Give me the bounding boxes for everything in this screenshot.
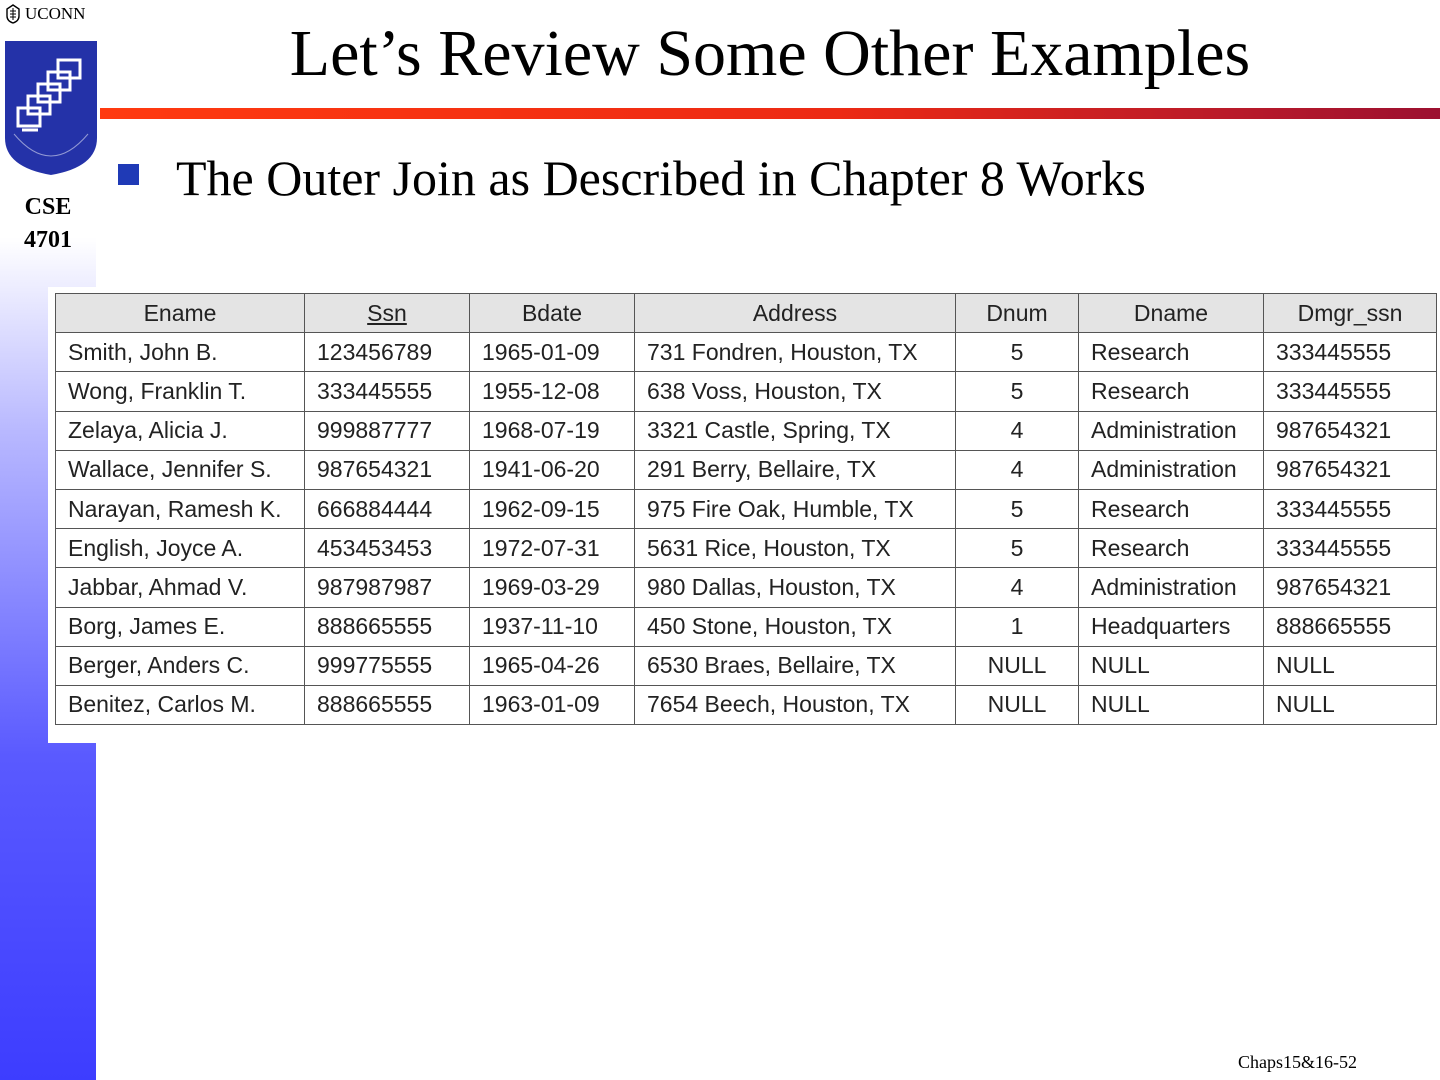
column-header-dname: Dname [1079, 294, 1264, 333]
cell-bdate: 1937-11-10 [470, 607, 635, 646]
cell-address: 6530 Braes, Bellaire, TX [635, 646, 956, 685]
cell-dname: Administration [1079, 450, 1264, 489]
cell-ename: Wong, Franklin T. [56, 372, 305, 411]
cell-dnum: 4 [956, 411, 1079, 450]
cell-ssn: 333445555 [305, 372, 470, 411]
cell-bdate: 1965-04-26 [470, 646, 635, 685]
uconn-seal-icon [4, 4, 22, 24]
cell-ename: Borg, James E. [56, 607, 305, 646]
cell-ssn: 999887777 [305, 411, 470, 450]
table-header-row [56, 294, 1437, 333]
cell-dnum: 1 [956, 607, 1079, 646]
cell-dmgr-ssn: 333445555 [1264, 529, 1437, 568]
cell-ename: English, Joyce A. [56, 529, 305, 568]
title-divider [100, 108, 1440, 119]
course-code-line: CSE [24, 194, 72, 220]
table-row [56, 372, 1437, 411]
cell-dmgr-ssn: NULL [1264, 646, 1437, 685]
cell-dmgr-ssn: 888665555 [1264, 607, 1437, 646]
table-row [56, 411, 1437, 450]
cell-ename: Jabbar, Ahmad V. [56, 568, 305, 607]
cell-ssn: 123456789 [305, 333, 470, 372]
cell-dmgr-ssn: 987654321 [1264, 411, 1437, 450]
slide-title: Let’s Review Some Other Examples [289, 17, 1251, 90]
cell-dname: Research [1079, 333, 1264, 372]
cell-address: 7654 Beech, Houston, TX [635, 685, 956, 724]
cell-ename: Wallace, Jennifer S. [56, 450, 305, 489]
course-code [0, 191, 96, 257]
cell-bdate: 1965-01-09 [470, 333, 635, 372]
cell-ename: Berger, Anders C. [56, 646, 305, 685]
uconn-brand [4, 4, 85, 24]
cell-address: 980 Dallas, Houston, TX [635, 568, 956, 607]
cell-dname: Research [1079, 489, 1264, 528]
ssn-key-label: Ssn [367, 299, 407, 326]
cell-bdate: 1941-06-20 [470, 450, 635, 489]
cell-dmgr-ssn: 333445555 [1264, 333, 1437, 372]
cell-dnum: NULL [956, 646, 1079, 685]
cell-dname: NULL [1079, 685, 1264, 724]
course-number-line: 4701 [24, 227, 72, 253]
cell-bdate: 1963-01-09 [470, 685, 635, 724]
cell-dname: Administration [1079, 411, 1264, 450]
bullet-item [118, 146, 1146, 210]
cell-bdate: 1969-03-29 [470, 568, 635, 607]
cell-dnum: 4 [956, 568, 1079, 607]
cell-dname: Administration [1079, 568, 1264, 607]
cell-dnum: 5 [956, 372, 1079, 411]
uconn-label: UCONN [25, 4, 86, 23]
table-row [56, 529, 1437, 568]
cse-department-logo-icon [2, 38, 100, 178]
cell-ename: Zelaya, Alicia J. [56, 411, 305, 450]
cell-dnum: 5 [956, 489, 1079, 528]
cell-ssn: 999775555 [305, 646, 470, 685]
cell-address: 3321 Castle, Spring, TX [635, 411, 956, 450]
table-image [48, 287, 1440, 743]
cell-dmgr-ssn: NULL [1264, 685, 1437, 724]
cell-dnum: NULL [956, 685, 1079, 724]
table-row [56, 607, 1437, 646]
column-header-ssn [305, 294, 470, 333]
bullet-text: The Outer Join as Described in Chapter 8 Works [176, 150, 1146, 206]
cell-bdate: 1962-09-15 [470, 489, 635, 528]
cell-ename: Benitez, Carlos M. [56, 685, 305, 724]
cell-dname: Research [1079, 529, 1264, 568]
column-header-address: Address [635, 294, 956, 333]
cell-dnum: 5 [956, 529, 1079, 568]
cell-ssn: 987654321 [305, 450, 470, 489]
cell-bdate: 1972-07-31 [470, 529, 635, 568]
cell-dnum: 5 [956, 333, 1079, 372]
cell-ssn: 453453453 [305, 529, 470, 568]
cell-ssn: 666884444 [305, 489, 470, 528]
cell-address: 975 Fire Oak, Humble, TX [635, 489, 956, 528]
cell-dname: NULL [1079, 646, 1264, 685]
table-body [56, 333, 1437, 725]
cell-dmgr-ssn: 333445555 [1264, 372, 1437, 411]
cell-bdate: 1968-07-19 [470, 411, 635, 450]
cell-dnum: 4 [956, 450, 1079, 489]
column-header-dmgr-ssn: Dmgr_ssn [1264, 294, 1437, 333]
employee-department-table [55, 293, 1437, 725]
cell-dmgr-ssn: 333445555 [1264, 489, 1437, 528]
cell-ssn: 987987987 [305, 568, 470, 607]
slide-number: Chaps15&16-52 [1238, 1052, 1357, 1072]
cell-ssn: 888665555 [305, 685, 470, 724]
cell-address: 450 Stone, Houston, TX [635, 607, 956, 646]
table-row [56, 450, 1437, 489]
cell-bdate: 1955-12-08 [470, 372, 635, 411]
column-header-bdate: Bdate [470, 294, 635, 333]
cell-ssn: 888665555 [305, 607, 470, 646]
cell-ename: Narayan, Ramesh K. [56, 489, 305, 528]
cell-dname: Headquarters [1079, 607, 1264, 646]
cell-address: 731 Fondren, Houston, TX [635, 333, 956, 372]
column-header-dnum: Dnum [956, 294, 1079, 333]
table-row [56, 646, 1437, 685]
table-row [56, 489, 1437, 528]
cell-address: 638 Voss, Houston, TX [635, 372, 956, 411]
table-row [56, 333, 1437, 372]
cell-dmgr-ssn: 987654321 [1264, 450, 1437, 489]
table-row [56, 685, 1437, 724]
cell-address: 5631 Rice, Houston, TX [635, 529, 956, 568]
cell-dmgr-ssn: 987654321 [1264, 568, 1437, 607]
cell-address: 291 Berry, Bellaire, TX [635, 450, 956, 489]
table-row [56, 568, 1437, 607]
square-bullet-icon [118, 164, 139, 185]
column-header-ename: Ename [56, 294, 305, 333]
cell-ename: Smith, John B. [56, 333, 305, 372]
cell-dname: Research [1079, 372, 1264, 411]
